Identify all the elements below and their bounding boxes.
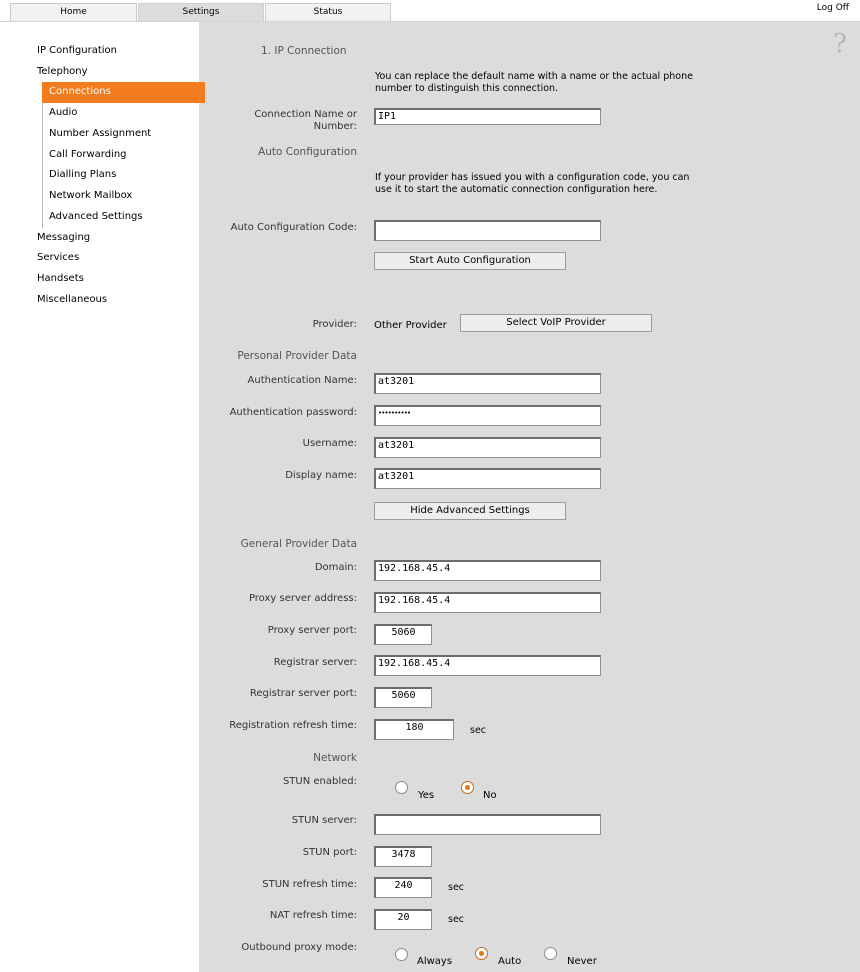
sidebar-item-messaging[interactable]: Messaging	[37, 232, 91, 243]
sidebar-item-dialling-plans[interactable]	[42, 165, 205, 186]
auth-name-label: Authentication Name:	[247, 375, 357, 386]
sidebar-item-network-mailbox[interactable]	[42, 186, 205, 207]
stun-refresh-time-label: STUN refresh time:	[262, 879, 357, 890]
auth-password-input[interactable]: ••••••••••	[374, 405, 601, 426]
tab-home[interactable]: Home	[10, 3, 137, 21]
proxy-server-port-input[interactable]: 5060	[374, 624, 432, 645]
stun-port-label: STUN port:	[302, 847, 357, 858]
outbound-auto-radio[interactable]	[475, 947, 488, 960]
auto-config-code-input[interactable]	[374, 220, 601, 241]
nat-refresh-time-label: NAT refresh time:	[269, 910, 357, 921]
display-name-label: Display name:	[285, 470, 357, 481]
sec-unit: sec	[470, 725, 487, 736]
section-title-auto-configuration: Auto Configuration	[258, 146, 357, 158]
main-panel	[12, 22, 860, 972]
display-name-input[interactable]: at3201	[374, 468, 601, 489]
outbound-proxy-mode-label: Outbound proxy mode:	[241, 942, 357, 953]
auto-config-code-label: Auto Configuration Code:	[230, 222, 357, 233]
help-icon[interactable]: ?	[833, 29, 847, 59]
sidebar-item-label: Dialling Plans	[49, 169, 117, 180]
tab-status[interactable]: Status	[265, 3, 391, 21]
outbound-never-label: Never	[567, 956, 597, 967]
sidebar-item-label: Advanced Settings	[49, 211, 143, 222]
stun-server-label: STUN server:	[291, 815, 357, 826]
auth-name-input[interactable]: at3201	[374, 373, 601, 394]
sidebar-item-label: Connections	[49, 86, 111, 97]
select-voip-provider-button[interactable]: Select VoIP Provider	[460, 314, 652, 332]
registrar-server-input[interactable]: 192.168.45.4	[374, 655, 601, 676]
outbound-auto-label: Auto	[498, 956, 522, 967]
sidebar-item-services[interactable]: Services	[37, 252, 80, 263]
sidebar-item-label: Audio	[49, 107, 78, 118]
registrar-server-port-label: Registrar server port:	[249, 688, 357, 699]
sidebar-item-label: Number Assignment	[49, 128, 152, 139]
stun-refresh-time-input[interactable]: 240	[374, 877, 432, 898]
info-text-auto-config: If your provider has issued you with a configuration code, you can use it to start the automatic connection configuration here.	[375, 172, 690, 195]
proxy-server-port-label: Proxy server port:	[267, 625, 357, 636]
username-label: Username:	[302, 438, 357, 449]
sidebar-item-call-forwarding[interactable]	[42, 145, 205, 166]
registrar-server-port-input[interactable]: 5060	[374, 687, 432, 708]
stun-yes-radio[interactable]	[395, 781, 408, 794]
provider-value: Other Provider	[374, 320, 447, 331]
domain-input[interactable]: 192.168.45.4	[374, 560, 601, 581]
sec-unit: sec	[448, 882, 465, 893]
stun-no-label: No	[483, 790, 497, 801]
sidebar-item-label: Network Mailbox	[49, 190, 133, 201]
outbound-never-radio[interactable]	[544, 947, 557, 960]
log-off-link[interactable]: Log Off	[816, 3, 849, 13]
stun-yes-label: Yes	[418, 790, 435, 801]
sidebar-item-connections[interactable]	[42, 82, 205, 103]
sidebar-item-miscellaneous[interactable]: Miscellaneous	[37, 294, 108, 305]
section-title-ip-connection: 1. IP Connection	[261, 45, 347, 57]
outbound-always-label: Always	[417, 956, 453, 967]
hide-advanced-settings-button[interactable]: Hide Advanced Settings	[374, 502, 566, 520]
connection-name-label: Connection Name or Number:	[254, 109, 357, 132]
sidebar-item-handsets[interactable]: Handsets	[37, 273, 84, 284]
proxy-server-address-label: Proxy server address:	[248, 593, 357, 604]
domain-label: Domain:	[314, 562, 357, 573]
connection-name-input[interactable]: IP1	[374, 108, 601, 125]
content-area	[199, 22, 860, 972]
nat-refresh-time-input[interactable]: 20	[374, 909, 432, 930]
username-input[interactable]: at3201	[374, 437, 601, 458]
stun-no-radio[interactable]	[461, 781, 474, 794]
info-text-replace-name: You can replace the default name with a name or the actual phone number to distinguish this connection.	[375, 71, 693, 94]
registrar-server-label: Registrar server:	[273, 657, 357, 668]
stun-server-input[interactable]	[374, 814, 601, 835]
sidebar-item-telephony[interactable]: Telephony	[37, 66, 88, 77]
registration-refresh-time-input[interactable]: 180	[374, 719, 454, 740]
sidebar-item-audio[interactable]	[42, 103, 205, 124]
proxy-server-address-input[interactable]: 192.168.45.4	[374, 592, 601, 613]
section-title-network: Network	[313, 752, 357, 764]
sidebar-item-ip-configuration[interactable]: IP Configuration	[37, 45, 117, 56]
sidebar-item-advanced-settings[interactable]	[42, 207, 205, 228]
sidebar-item-number-assignment[interactable]	[42, 124, 205, 145]
stun-enabled-label: STUN enabled:	[282, 776, 357, 787]
sidebar-item-label: Call Forwarding	[49, 149, 127, 160]
stun-port-input[interactable]: 3478	[374, 846, 432, 867]
auth-password-label: Authentication password:	[229, 407, 357, 418]
registration-refresh-time-label: Registration refresh time:	[229, 720, 357, 731]
sidebar	[12, 22, 199, 972]
section-title-general-provider-data: General Provider Data	[240, 538, 357, 550]
outbound-always-radio[interactable]	[395, 948, 408, 961]
top-nav	[0, 0, 860, 22]
sec-unit: sec	[448, 914, 465, 925]
tab-settings[interactable]: Settings	[138, 3, 264, 23]
start-auto-configuration-button[interactable]: Start Auto Configuration	[374, 252, 566, 270]
section-title-personal-provider-data: Personal Provider Data	[237, 350, 357, 362]
provider-label: Provider:	[312, 319, 357, 330]
